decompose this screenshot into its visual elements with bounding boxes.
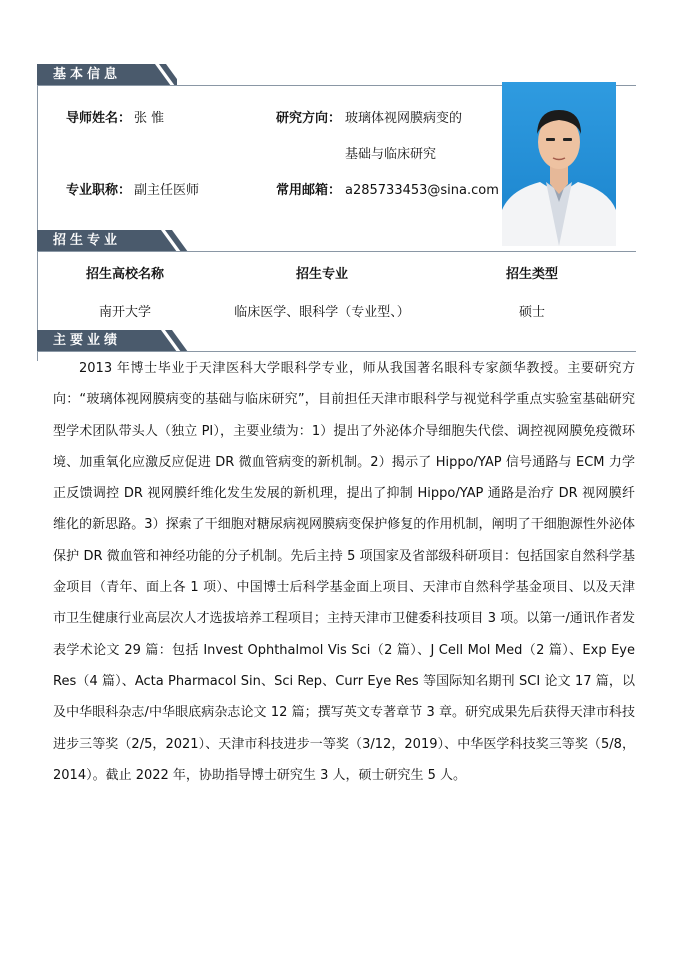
portrait-photo bbox=[502, 82, 616, 246]
achievements-paragraph: 2013 年博士毕业于天津医科大学眼科学专业，师从我国著名眼科专家颜华教授。主要研究方向：“玻璃体视网膜病变的基础与临床研究”，目前担任天津市眼科学与视觉科学重点实验室基础研究型学术团队带头人（独立 PI），主要业绩为：1）提出了外泌体介导细胞失代偿、调控视网膜免疫微环境、加重氧化应激反应促进 DR 微血管病变的新机制。2）揭示了 Hippo/YAP 信号通路与 ECM 力学正反馈调控 DR 视网膜纤维化发生发展的新机理，提出了抑制 Hippo/YAP 通路是治疗 DR 视网膜纤维化的新思路。3）探索了干细胞对糖尿病视网膜病变保护修复的作用机制，阐明了干细胞源性外泌体保护 DR 微血管和神经功能的分子机制。先后主持 5 项国家及省部级科研项目：包括国家自然科学基金项目（青年、面上各 1 项）、中国博士后科学基金面上项目、天津市自然科学基金项目、以及天津市卫生健康行业高层次人才选拔培养工程项目；主持天津市卫健委科技项目 3 项。以第一/通讯作者发表学术论文 29 篇：包括 Invest Ophthalmol Vis Sci（2 篇）、J Cell Mol Med（2 篇）、Exp Eye Res（4 篇）、Acta Pharmacol Sin、Sci Rep、Curr Eye Res 等国际知名期刊 SCI 论文 17 篇，以及中华眼科杂志/中华眼底病杂志论文 12 篇；撰写英文专著章节 3 章。研究成果先后获得天津市科技进步三等奖（2/5，2021）、天津市科技进步一等奖（3/12，2019）、中华医学科技奖三等奖（5/8，2014）。截止 2022 年，协助指导博士研究生 3 人，硕士研究生 5 人。 bbox=[53, 361, 635, 783]
divider bbox=[37, 351, 38, 361]
section-title: 主要业绩 bbox=[53, 333, 122, 348]
section-banner-majors bbox=[37, 230, 197, 252]
table-cell-type: 硕士 bbox=[518, 305, 545, 320]
table-cell-major: 临床医学、眼科学（专业型、） bbox=[234, 305, 410, 320]
title-label: 专业职称： bbox=[66, 183, 132, 198]
research-value-line2: 基础与临床研究 bbox=[345, 147, 437, 162]
divider bbox=[37, 251, 636, 252]
divider bbox=[37, 251, 38, 331]
divider bbox=[37, 85, 502, 86]
research-value-line1: 玻璃体视网膜病变的 bbox=[345, 111, 463, 126]
divider bbox=[616, 85, 636, 86]
divider bbox=[37, 85, 38, 230]
table-cell-school: 南开大学 bbox=[98, 305, 151, 320]
name-value: 张 惟 bbox=[134, 111, 165, 126]
section-title: 基本信息 bbox=[53, 67, 122, 82]
section-banner-achievements bbox=[37, 330, 197, 352]
research-label: 研究方向： bbox=[276, 111, 342, 126]
table-header-type: 招生类型 bbox=[505, 267, 558, 282]
email-value: a285733453@sina.com bbox=[345, 183, 499, 198]
divider bbox=[37, 351, 636, 352]
table-header-school: 招生高校名称 bbox=[85, 267, 164, 282]
email-label: 常用邮箱： bbox=[276, 183, 342, 198]
name-label: 导师姓名： bbox=[66, 111, 132, 126]
table-header-major: 招生专业 bbox=[295, 267, 348, 282]
title-value: 副主任医师 bbox=[134, 183, 200, 198]
section-title: 招生专业 bbox=[53, 233, 122, 248]
section-banner-basic-info bbox=[37, 64, 177, 86]
